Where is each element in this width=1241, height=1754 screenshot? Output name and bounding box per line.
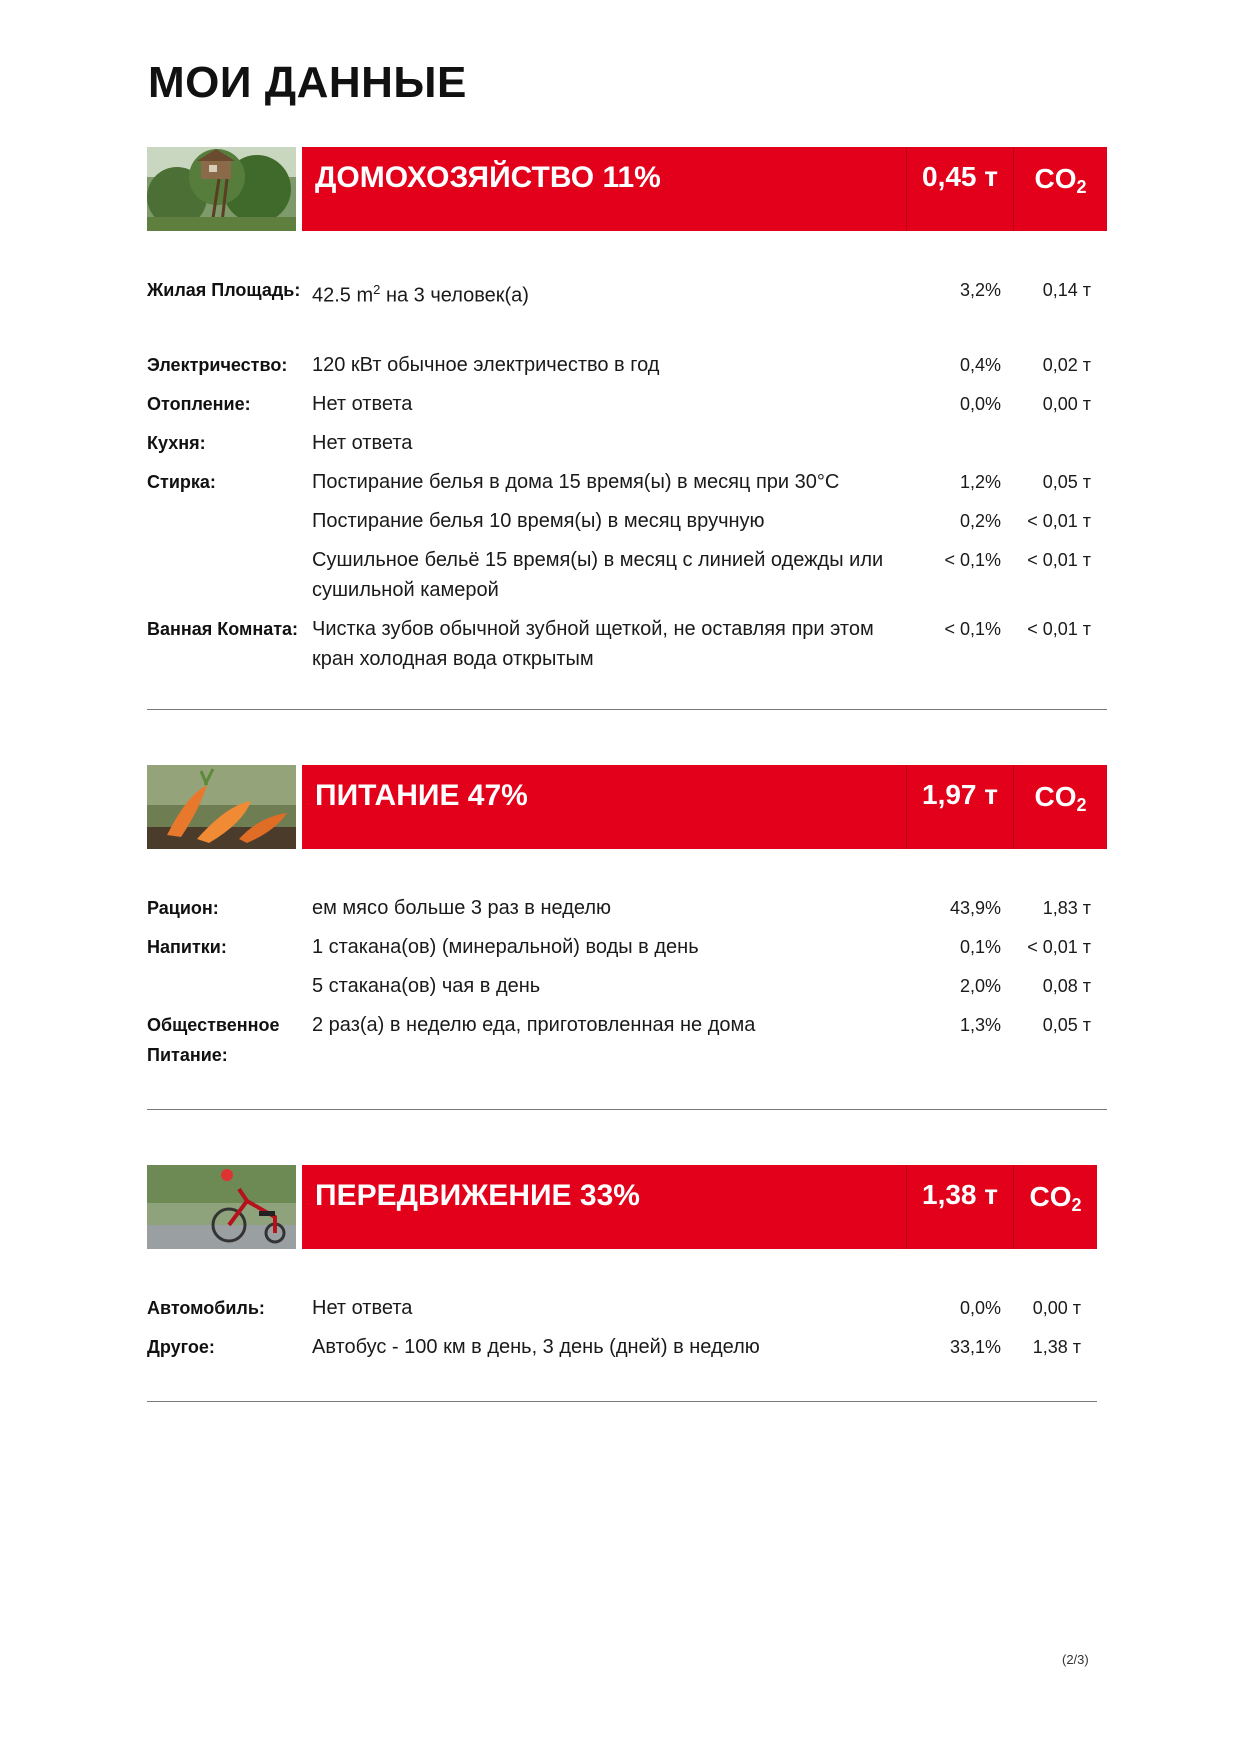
food-title: ПИТАНИЕ 47% (315, 779, 528, 812)
row-percent: 1,2% (959, 471, 1001, 492)
treehouse-image (147, 147, 296, 231)
row-tons: < 0,01 т (1027, 937, 1091, 957)
table-row (147, 467, 1107, 506)
row-percent: 3,2% (959, 280, 1001, 300)
row-description: 120 кВт обычное электричество в год (312, 353, 660, 376)
section-divider (147, 1109, 1107, 1110)
page-title: МОИ ДАННЫЕ (148, 58, 467, 107)
row-description: ем мясо больше 3 раз в неделю (312, 897, 612, 919)
row-label: Автомобиль: (147, 1298, 265, 1318)
table-row (147, 1293, 1097, 1332)
table-row (147, 506, 1107, 545)
row-tons: 0,14 т (1042, 280, 1091, 300)
row-percent: 1,3% (959, 1015, 1001, 1035)
co2-label: $CO_2$ (1029, 1181, 1082, 1215)
page-number: (2/3) (1062, 1652, 1089, 1667)
table-row (147, 971, 1107, 1010)
section-divider (147, 709, 1107, 710)
transport-header (147, 1165, 1097, 1249)
row-percent: 43,9% (949, 898, 1001, 918)
row-label: Напитки: (147, 937, 227, 957)
household-header (147, 147, 1107, 231)
row-tons: 1,83 т (1042, 898, 1091, 918)
row-description: Постирание белья в дома 15 время(ы) в месяц при 30°C (312, 470, 840, 493)
row-percent: 0,1% (959, 937, 1001, 957)
table-row (147, 275, 1107, 350)
row-description: 2 раз(а) в неделю еда, приготовленная не дома (312, 1014, 756, 1036)
transport-title-bar (302, 1165, 1097, 1249)
row-label: Рацион: (147, 898, 219, 918)
table-row (147, 1332, 1097, 1371)
row-percent: < 0,1% (944, 618, 1001, 639)
household-title-bar (302, 147, 1107, 231)
household-rows (147, 275, 1107, 683)
row-tons: < 0,01 т (1027, 510, 1091, 531)
row-description: 1 стакана(ов) (минеральной) воды в день (312, 936, 699, 958)
row-tons: < 0,01 т (1027, 618, 1091, 639)
table-row (147, 1010, 1107, 1079)
transport-section (147, 1165, 1097, 1371)
transport-rows (147, 1293, 1097, 1371)
table-row (147, 932, 1107, 971)
row-description: Нет ответа (312, 431, 413, 454)
food-title-bar (302, 765, 1107, 849)
carrots-image (147, 765, 296, 849)
row-description: 42.5 $m^2$ на 3 человек(а) (312, 282, 529, 307)
table-row (147, 545, 1107, 614)
row-label: Стирка: (147, 471, 216, 492)
section-divider (147, 1401, 1097, 1402)
row-percent: 0,4% (959, 354, 1001, 375)
row-label: Ванная Комната: (147, 618, 299, 639)
row-tons: 0,00 т (1032, 1298, 1081, 1318)
row-tons: 0,02 т (1042, 354, 1091, 375)
food-section (147, 765, 1107, 1079)
row-tons: 1,38 т (1032, 1337, 1081, 1357)
table-row (147, 389, 1107, 428)
row-description: Нет ответа (312, 392, 413, 415)
row-label: Отопление: (147, 393, 251, 414)
row-tons: 0,00 т (1042, 393, 1091, 414)
row-label: Общественное Питание: (147, 1015, 280, 1065)
food-amount: 1,97 т (922, 779, 998, 810)
row-percent: 0,2% (959, 510, 1001, 531)
row-label: Жилая Площадь: (147, 280, 301, 300)
row-label: Кухня: (147, 432, 206, 453)
tricycle-image (147, 1165, 296, 1249)
row-percent: 0,0% (959, 1298, 1001, 1318)
row-label: Другое: (147, 1337, 215, 1357)
table-row (147, 350, 1107, 389)
food-rows (147, 893, 1107, 1079)
row-label: Электричество: (147, 354, 288, 375)
co2-label: $CO_2$ (1034, 163, 1087, 197)
transport-title: ПЕРЕДВИЖЕНИЕ 33% (315, 1179, 640, 1212)
row-description: 5 стакана(ов) чая в день (312, 975, 541, 997)
food-header (147, 765, 1107, 849)
row-tons: < 0,01 т (1027, 549, 1091, 570)
row-percent: < 0,1% (944, 549, 1001, 570)
transport-amount: 1,38 т (922, 1179, 998, 1210)
row-description: Сушильное бельё 15 время(ы) в месяц с линией одежды или сушильной камерой (312, 548, 884, 601)
row-tons: 0,05 т (1042, 1015, 1091, 1035)
row-percent: 0,0% (959, 393, 1001, 414)
table-row (147, 614, 1107, 683)
table-row (147, 428, 1107, 467)
row-tons: 0,05 т (1042, 471, 1091, 492)
row-description: Автобус - 100 км в день, 3 день (дней) в неделю (312, 1336, 760, 1358)
household-amount: 0,45 т (922, 161, 998, 192)
row-description: Постирание белья 10 время(ы) в месяц вручную (312, 509, 765, 532)
row-tons: 0,08 т (1042, 976, 1091, 996)
table-row (147, 893, 1107, 932)
household-section (147, 147, 1107, 683)
co2-label: $CO_2$ (1034, 781, 1087, 815)
row-description: Нет ответа (312, 1297, 413, 1319)
row-percent: 33,1% (949, 1337, 1001, 1357)
household-title: ДОМОХОЗЯЙСТВО 11% (315, 161, 661, 194)
row-description: Чистка зубов обычной зубной щеткой, не оставляя при этом кран холодная вода открытым (312, 617, 874, 670)
row-percent: 2,0% (959, 976, 1001, 996)
